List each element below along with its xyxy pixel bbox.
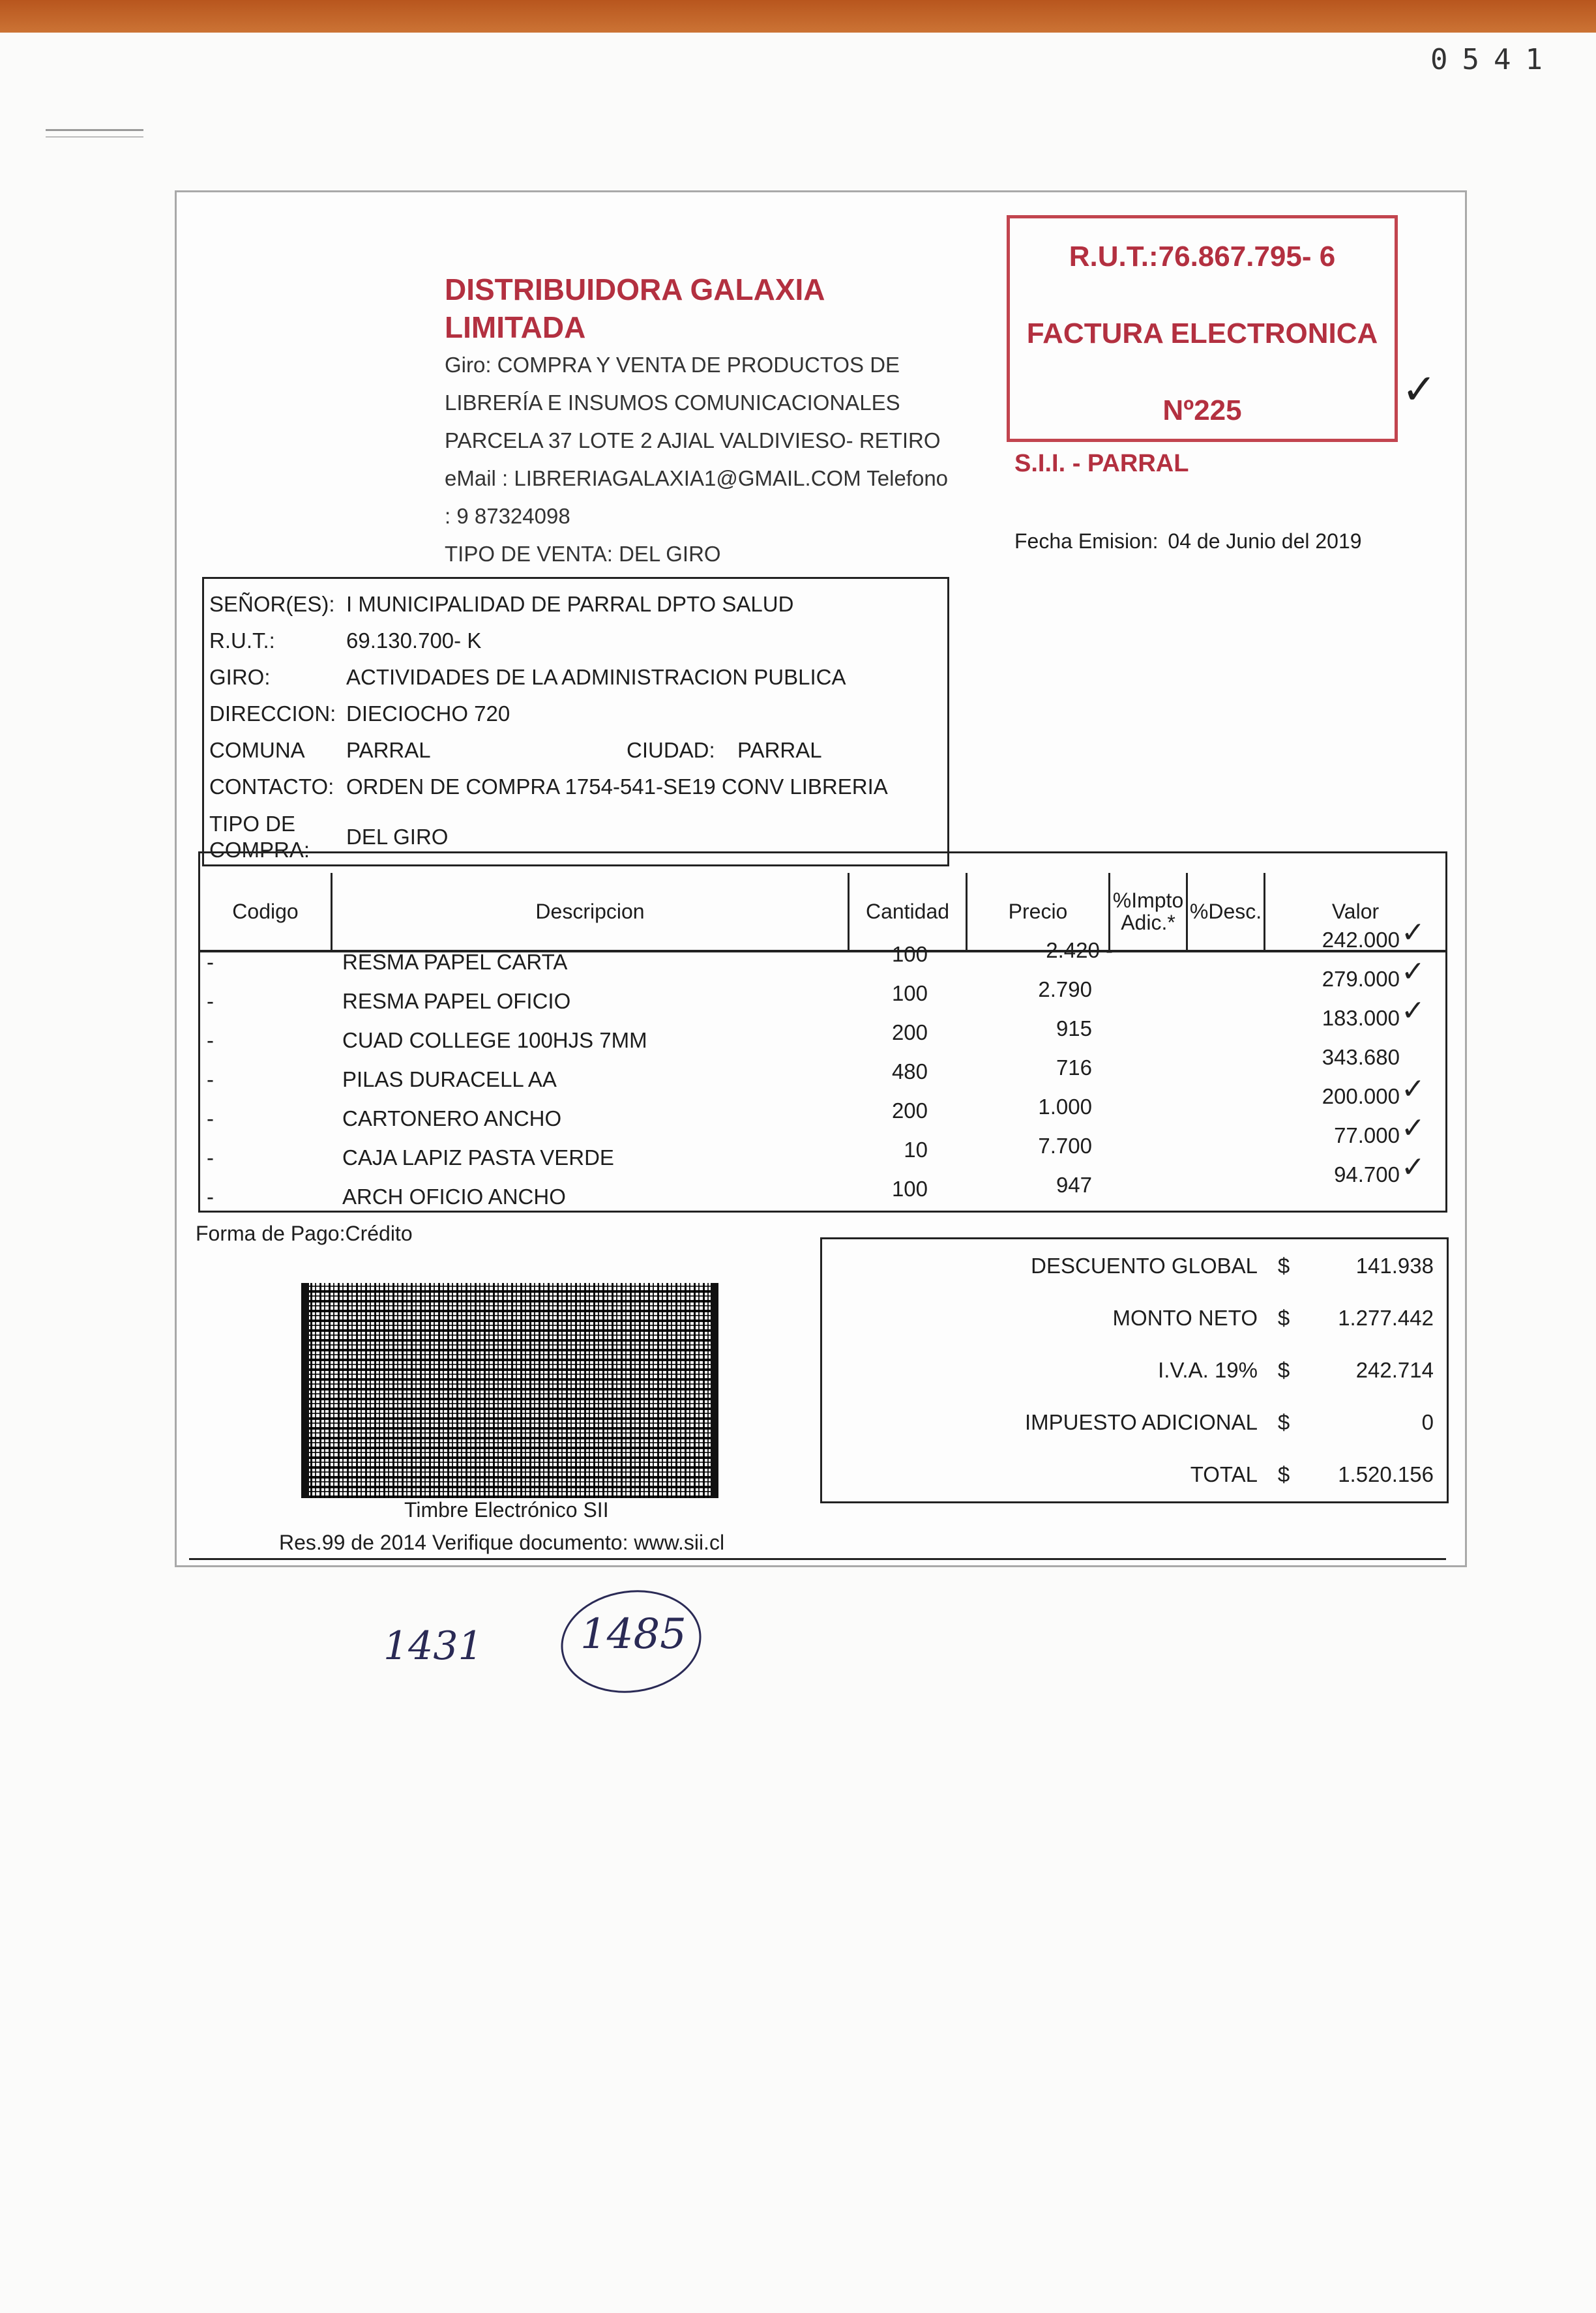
tipo-compra-label-line1: TIPO DE <box>209 812 296 836</box>
sii-office: S.I.I. - PARRAL <box>1014 450 1189 477</box>
forma-de-pago: Forma de Pago:Crédito <box>196 1222 413 1245</box>
invoice-number: Nº225 <box>1162 394 1242 426</box>
issue-date-label: Fecha Emision: <box>1014 529 1159 553</box>
item-valor: 242.000 <box>1322 928 1400 952</box>
item-precio: 7.700 <box>1038 1134 1092 1158</box>
document-type: FACTURA ELECTRONICA <box>1026 317 1378 349</box>
item-codigo: - <box>207 1185 214 1209</box>
check-mark-icon: ✓ <box>1401 995 1425 1027</box>
issuer-phone: : 9 87324098 <box>445 504 570 528</box>
customer-giro-value: ACTIVIDADES DE LA ADMINISTRACION PUBLICA <box>346 665 846 689</box>
item-valor: 77.000 <box>1334 1123 1400 1147</box>
total-label: MONTO NETO <box>1112 1306 1258 1330</box>
customer-row-giro <box>209 665 846 690</box>
customer-giro-label: GIRO: <box>209 665 271 689</box>
direccion-label: DIRECCION: <box>209 701 336 726</box>
item-cantidad: 100 <box>891 981 928 1005</box>
totals-row <box>919 1462 1434 1487</box>
issuer-name-line2: LIMITADA <box>445 310 586 344</box>
page-mark <box>46 129 143 138</box>
item-descripcion: CAJA LAPIZ PASTA VERDE <box>342 1145 614 1170</box>
header-desc: %Desc. <box>1188 873 1265 950</box>
item-codigo: - <box>207 1145 214 1170</box>
header-valor: Valor <box>1331 900 1380 923</box>
issue-date-value: 04 de Junio del 2019 <box>1168 529 1362 553</box>
item-valor: 200.000 <box>1322 1084 1400 1108</box>
check-mark-icon: ✓ <box>1401 1073 1425 1105</box>
check-mark-icon: ✓ <box>1401 1112 1425 1144</box>
item-codigo: - <box>207 989 214 1013</box>
header-impto-line1: %Impto <box>1112 889 1184 912</box>
item-valor: 279.000 <box>1322 967 1400 991</box>
total-amount: 0 <box>1421 1410 1434 1434</box>
rut-box <box>1007 215 1398 442</box>
divider <box>189 1558 1446 1560</box>
total-currency: $ <box>1277 1410 1290 1434</box>
item-cantidad: 100 <box>891 1177 928 1201</box>
comuna-label: COMUNA <box>209 738 305 762</box>
customer-row-rut <box>209 628 481 653</box>
item-cantidad: 100 <box>891 942 928 966</box>
item-valor: 94.700 <box>1334 1162 1400 1186</box>
comuna-value: PARRAL <box>346 738 431 762</box>
customer-row-contacto <box>209 774 888 799</box>
items-table <box>198 851 1447 1213</box>
item-cantidad: 10 <box>904 1138 928 1162</box>
issuer-tipo-venta: TIPO DE VENTA: DEL GIRO <box>445 542 721 566</box>
ciudad-label: CIUDAD: <box>627 738 715 762</box>
total-amount: 242.714 <box>1355 1358 1434 1382</box>
item-descripcion: RESMA PAPEL CARTA <box>342 950 568 974</box>
item-precio: 716 <box>1056 1055 1092 1080</box>
customer-box <box>202 577 949 866</box>
issuer-address: PARCELA 37 LOTE 2 AJIAL VALDIVIESO- RETIRO <box>445 428 941 452</box>
item-cantidad: 200 <box>891 1020 928 1044</box>
item-descripcion: CARTONERO ANCHO <box>342 1106 562 1130</box>
item-precio: 915 <box>1056 1016 1092 1040</box>
item-descripcion: PILAS DURACELL AA <box>342 1067 557 1091</box>
check-mark-icon: ✓ <box>1401 956 1425 988</box>
header-cantidad: Cantidad <box>850 873 968 950</box>
total-amount: 141.938 <box>1355 1254 1434 1278</box>
check-mark-icon: ✓ <box>1401 1151 1425 1183</box>
items-table-header <box>200 873 1445 952</box>
header-impto-line2: Adic.* <box>1121 911 1175 934</box>
header-impto-adic <box>1110 873 1188 950</box>
total-amount: 1.520.156 <box>1338 1462 1434 1486</box>
total-currency: $ <box>1277 1358 1290 1382</box>
issuer-rut: R.U.T.:76.867.795- 6 <box>1069 241 1336 273</box>
total-label: IMPUESTO ADICIONAL <box>1025 1410 1258 1434</box>
item-descripcion: ARCH OFICIO ANCHO <box>342 1185 566 1209</box>
customer-rut-label: R.U.T.: <box>209 628 275 653</box>
issuer-email: eMail : LIBRERIAGALAXIA1@GMAIL.COM Telefono <box>445 466 949 490</box>
total-currency: $ <box>1277 1306 1290 1330</box>
total-currency: $ <box>1277 1462 1290 1486</box>
contacto-label: CONTACTO: <box>209 774 334 799</box>
resolution-note: Res.99 de 2014 Verifique documento: www.sii.cl <box>279 1531 725 1554</box>
customer-row-direccion <box>209 701 510 726</box>
issuer-block <box>445 271 949 573</box>
handwritten-note-1485: 1485 <box>580 1610 687 1658</box>
total-label: TOTAL <box>1190 1462 1258 1486</box>
totals-box <box>820 1237 1449 1503</box>
issuer-name-line1: DISTRIBUIDORA GALAXIA <box>445 273 825 306</box>
direccion-value: DIECIOCHO 720 <box>346 701 510 726</box>
item-codigo: - <box>207 1028 214 1052</box>
customer-row-comuna <box>209 738 822 763</box>
check-mark-icon: ✓ <box>1401 917 1425 949</box>
customer-row-senores <box>209 592 793 617</box>
senores-label: SEÑOR(ES): <box>209 592 335 616</box>
item-precio: 2.790 <box>1038 977 1092 1001</box>
item-codigo: - <box>207 1106 214 1130</box>
item-descripcion: RESMA PAPEL OFICIO <box>342 989 571 1013</box>
item-precio: 947 <box>1056 1173 1092 1197</box>
total-label: DESCUENTO GLOBAL <box>1031 1254 1258 1278</box>
timbre-label: Timbre Electrónico SII <box>404 1498 609 1522</box>
customer-rut-value: 69.130.700- K <box>346 628 482 653</box>
issuer-giro-line2: LIBRERÍA E INSUMOS COMUNICACIONALES <box>445 390 900 415</box>
total-currency: $ <box>1277 1254 1290 1278</box>
check-mark-icon: ✓ <box>1402 366 1437 413</box>
item-cantidad: 200 <box>891 1098 928 1123</box>
item-precio: 1.000 <box>1038 1095 1092 1119</box>
header-precio: Precio <box>968 873 1110 950</box>
item-descripcion: CUAD COLLEGE 100HJS 7MM <box>342 1028 647 1052</box>
header-descripcion: Descripcion <box>332 873 850 950</box>
item-codigo: - <box>207 1067 214 1091</box>
issue-date <box>1014 529 1362 553</box>
total-label: I.V.A. 19% <box>1158 1358 1258 1382</box>
ciudad-value: PARRAL <box>737 738 822 762</box>
contacto-value: ORDEN DE COMPRA 1754-541-SE19 CONV LIBRERIA <box>346 774 888 799</box>
tipo-compra-label-line2: COMPRA: <box>209 838 310 862</box>
total-amount: 1.277.442 <box>1338 1306 1434 1330</box>
totals-row <box>919 1306 1434 1331</box>
senores-value: I MUNICIPALIDAD DE PARRAL DPTO SALUD <box>346 592 794 616</box>
document-stamp-number: 0541 <box>1430 43 1557 76</box>
totals-row <box>919 1254 1434 1278</box>
issuer-giro-line1: Giro: COMPRA Y VENTA DE PRODUCTOS DE <box>445 353 900 377</box>
totals-row <box>919 1358 1434 1383</box>
item-precio: 2.420 - <box>1046 938 1113 962</box>
item-valor: 183.000 <box>1322 1006 1400 1030</box>
item-cantidad: 480 <box>891 1059 928 1083</box>
item-codigo: - <box>207 950 214 974</box>
pdf417-barcode-icon <box>301 1283 718 1498</box>
item-valor: 343.680 <box>1322 1045 1400 1069</box>
totals-row <box>919 1410 1434 1435</box>
handwritten-note-1431: 1431 <box>383 1623 483 1669</box>
header-codigo: Codigo <box>200 873 332 950</box>
tipo-compra-value: DEL GIRO <box>346 825 449 849</box>
